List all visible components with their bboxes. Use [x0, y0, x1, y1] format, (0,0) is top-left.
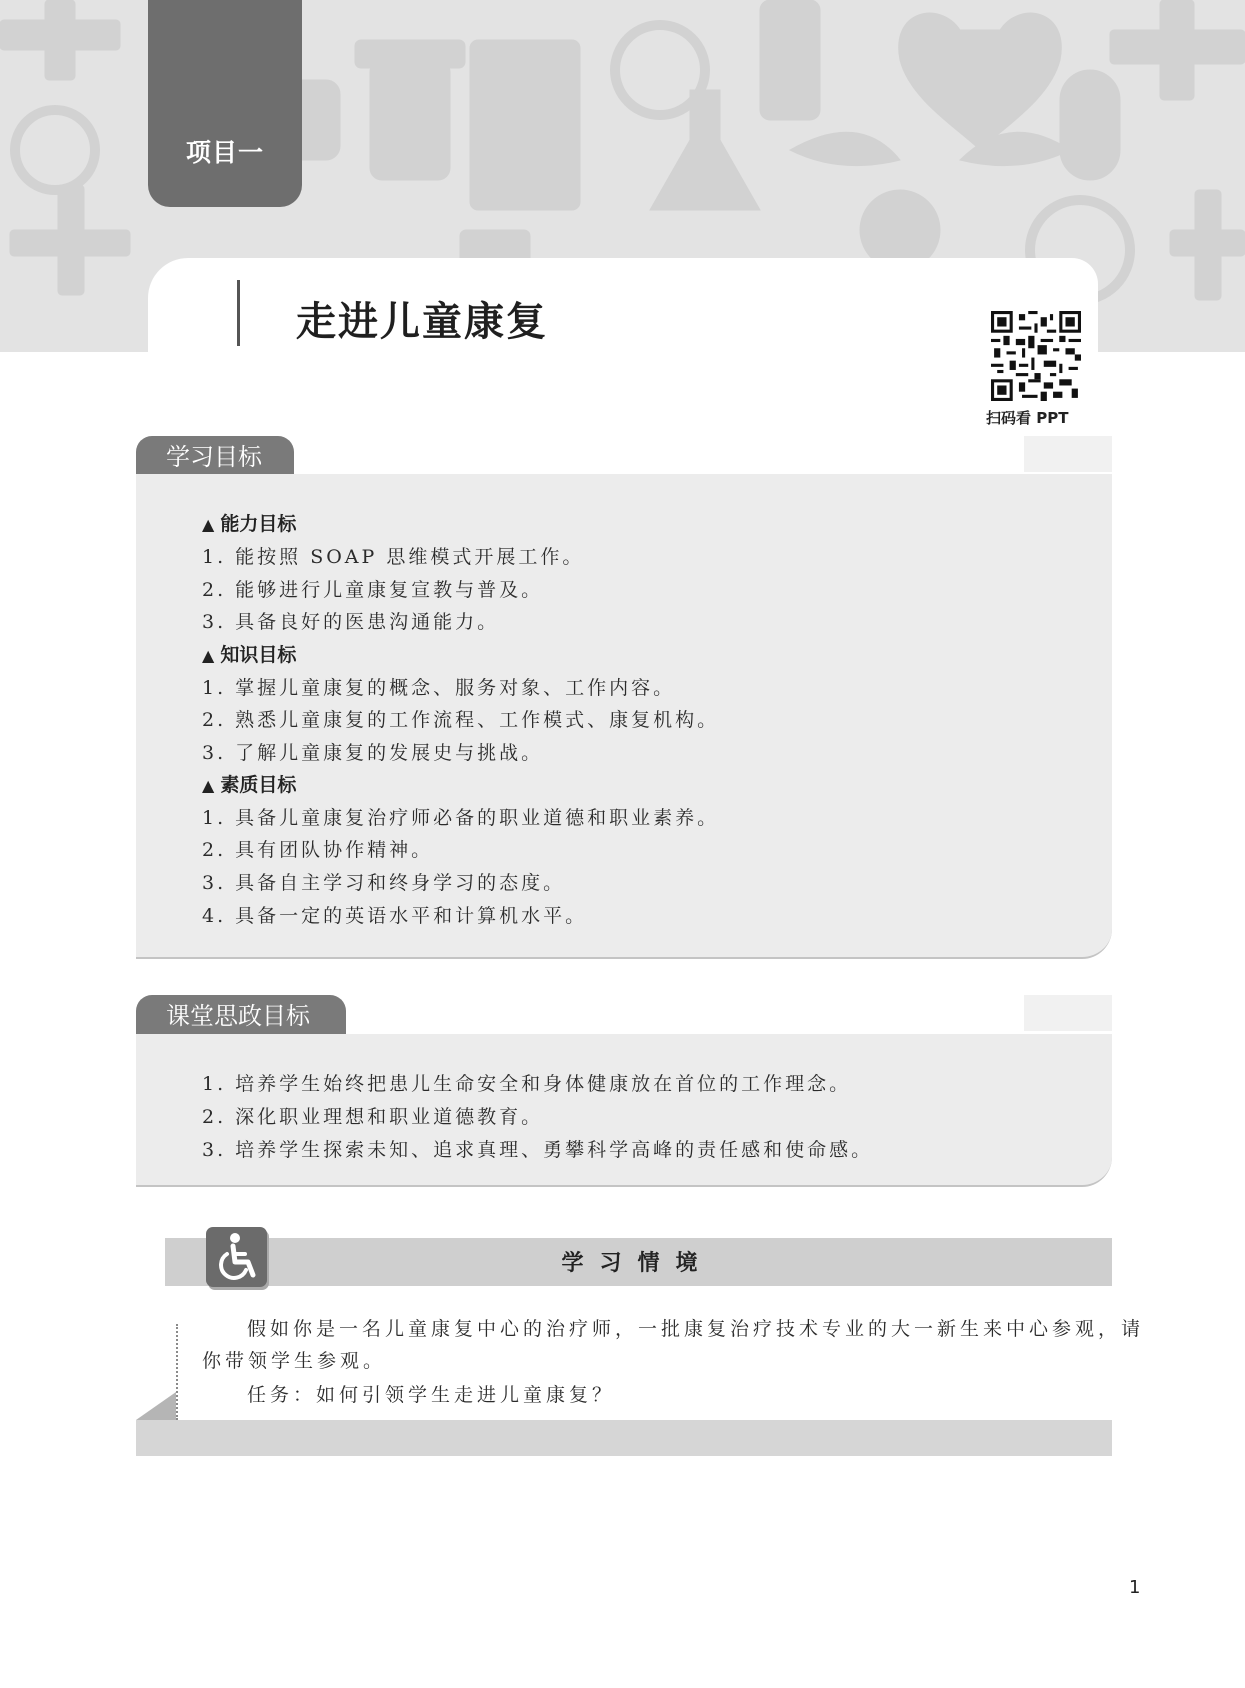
situation-title: 学习情境 — [561, 1251, 714, 1276]
ideological-item-3: 3. 培养学生探索未知、追求真理、勇攀科学高峰的责任感和使命感。 — [202, 1139, 874, 1161]
knowledge-heading-label: 知识目标 — [220, 644, 297, 666]
situation-task: 任务：如何引领学生走进儿童康复？ — [247, 1384, 616, 1406]
triangle-icon: ▲ — [202, 515, 215, 534]
quality-heading — [202, 770, 296, 797]
ability-item-1: 1. 能按照 SOAP 思维模式开展工作。 — [202, 546, 585, 568]
knowledge-item-3: 3. 了解儿童康复的发展史与挑战。 — [202, 742, 544, 764]
triangle-icon: ▲ — [202, 776, 215, 795]
qr-code-icon[interactable] — [991, 311, 1081, 401]
title-card — [148, 258, 1098, 378]
quality-item-1: 1. 具备儿童康复治疗师必备的职业道德和职业素养。 — [202, 807, 720, 829]
triangle-icon: ▲ — [202, 646, 215, 665]
knowledge-item-2: 2. 熟悉儿童康复的工作流程、工作模式、康复机构。 — [202, 709, 720, 731]
tab-shadow — [1024, 436, 1112, 472]
project-tab — [148, 0, 302, 207]
ability-item-2: 2. 能够进行儿童康复宣教与普及。 — [202, 579, 544, 601]
ideological-item-2: 2. 深化职业理想和职业道德教育。 — [202, 1106, 544, 1128]
knowledge-item-1: 1. 掌握儿童康复的概念、服务对象、工作内容。 — [202, 677, 676, 699]
ability-heading — [202, 509, 296, 536]
quality-item-2: 2. 具有团队协作精神。 — [202, 839, 434, 861]
knowledge-heading — [202, 640, 296, 667]
page-number: 1 — [1129, 1577, 1141, 1598]
ideological-objectives-tab: 课堂思政目标 — [136, 995, 346, 1037]
project-label: 项目一 — [185, 138, 264, 167]
ability-item-3: 3. 具备良好的医患沟通能力。 — [202, 611, 500, 633]
situation-paragraph-line-1: 假如你是一名儿童康复中心的治疗师，一批康复治疗技术专业的大一新生来中心参观，请 — [247, 1318, 1145, 1340]
ability-heading-label: 能力目标 — [220, 513, 297, 535]
dotted-margin-line — [176, 1324, 178, 1420]
tab-shadow — [1024, 995, 1112, 1031]
situation-paragraph-line-2: 你带领学生参观。 — [202, 1350, 387, 1372]
qr-caption: 扫码看 PPT — [986, 409, 1069, 427]
quality-heading-label: 素质目标 — [220, 774, 297, 796]
quality-item-4: 4. 具备一定的英语水平和计算机水平。 — [202, 905, 588, 927]
quality-item-3: 3. 具备自主学习和终身学习的态度。 — [202, 872, 566, 894]
learning-objectives-tab: 学习目标 — [136, 436, 294, 478]
title-divider — [237, 280, 240, 346]
chapter-title: 走进儿童康复 — [296, 299, 548, 345]
situation-footer-bar — [136, 1420, 1112, 1456]
ideological-item-1: 1. 培养学生始终把患儿生命安全和身体健康放在首位的工作理念。 — [202, 1073, 852, 1095]
page-fold-corner — [136, 1392, 176, 1420]
